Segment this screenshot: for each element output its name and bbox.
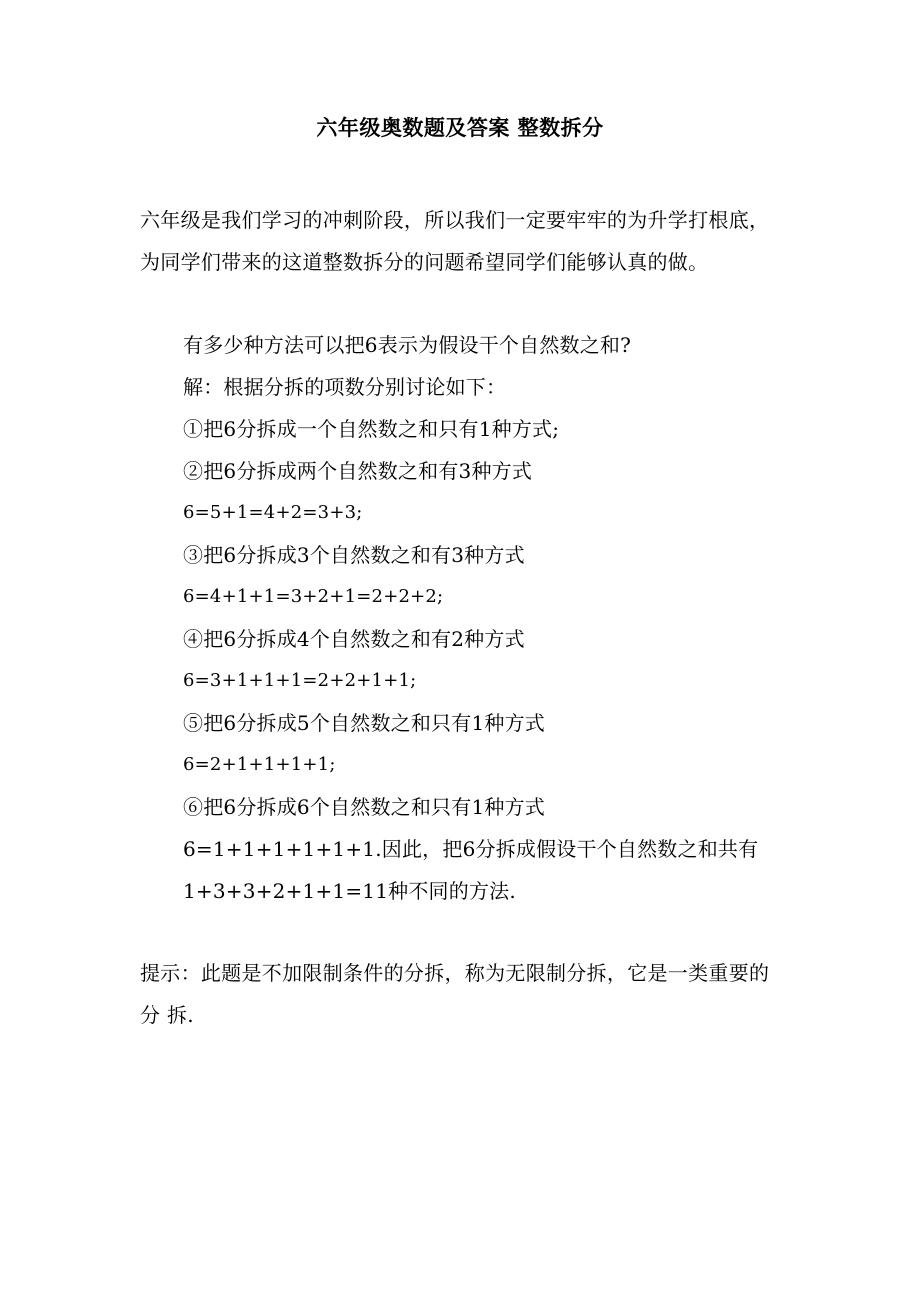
case-6-line: ⑥把6分拆成6个自然数之和只有1种方式 <box>183 795 545 819</box>
intro-paragraph: 六年级是我们学习的冲刺阶段，所以我们一定要牢牢的为升学打根底，为同学们带来的这道整数拆分的问题希望同学们能够认真的做。 <box>140 208 770 274</box>
question-line: 有多少种方法可以把6表示为假设干个自然数之和? <box>183 333 632 357</box>
hint-paragraph: 提示：此题是不加限制条件的分拆，称为无限制分拆，它是一类重要的分 拆. <box>140 961 770 1027</box>
case-3-line: ③把6分拆成3个自然数之和有3种方式 <box>183 543 525 567</box>
case-5-line: ⑤把6分拆成5个自然数之和只有1种方式 <box>183 711 545 735</box>
total-count-line: 1+3+3+2+1+1=11种不同的方法. <box>183 879 516 903</box>
case-2-line: ②把6分拆成两个自然数之和有3种方式 <box>183 459 533 483</box>
case-1-line: ①把6分拆成一个自然数之和只有1种方式; <box>183 417 560 441</box>
case-3-equation: 6=4+1+1=3+2+1=2+2+2; <box>183 586 444 607</box>
case-6-equation-conclusion: 6=1+1+1+1+1+1.因此，把6分拆成假设干个自然数之和共有 <box>183 837 759 861</box>
case-4-equation: 6=3+1+1+1=2+2+1+1; <box>183 670 417 691</box>
case-5-equation: 6=2+1+1+1+1; <box>183 754 336 775</box>
page-title: 六年级奥数题及答案 整数拆分 <box>316 115 604 140</box>
solution-body <box>183 324 783 912</box>
solution-intro-line: 解：根据分拆的项数分别讨论如下： <box>183 375 507 399</box>
case-2-equation: 6=5+1=4+2=3+3; <box>183 502 363 523</box>
case-4-line: ④把6分拆成4个自然数之和有2种方式 <box>183 627 525 651</box>
